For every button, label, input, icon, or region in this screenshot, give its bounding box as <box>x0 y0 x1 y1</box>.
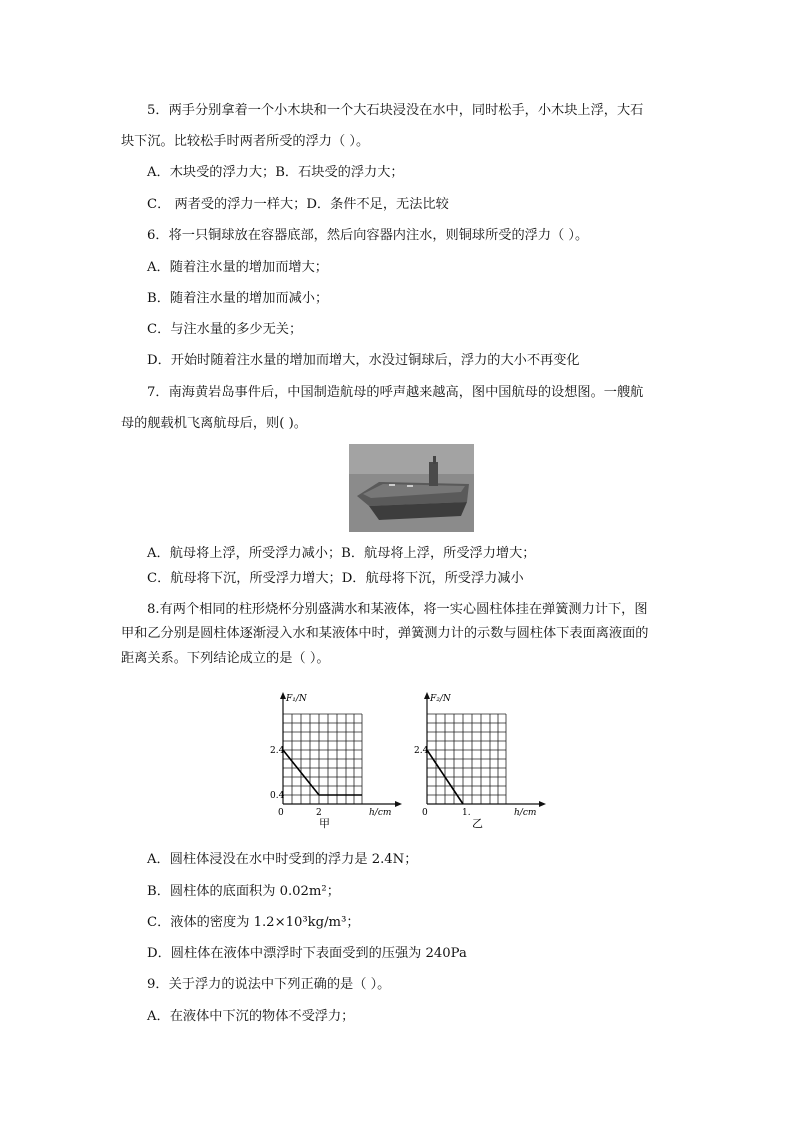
q7-line1: 7．南海黄岩岛事件后，中国制造航母的呼声越来越高，图中国航母的设想图。一艘航 <box>147 385 644 400</box>
q5-options-cd: C． 两者受的浮力一样大；D．条件不足，无法比较 <box>147 197 449 212</box>
x-tick: 2 <box>316 808 322 818</box>
q7-line2: 母的舰载机飞离航母后，则( )。 <box>121 416 307 431</box>
y-tick-low: 0.4 <box>270 791 285 801</box>
q6-option-d: D．开始时随着注水量的增加而增大，水没过铜球后，浮力的大小不再变化 <box>147 353 580 368</box>
x-tick: 1. <box>462 808 471 818</box>
caption-yi: 乙 <box>472 817 483 830</box>
q6-option-c: C．与注水量的多少无关； <box>147 322 303 337</box>
q8-line1: 8.有两个相同的柱形烧杯分别盛满水和某液体，将一实心圆柱体挂在弹簧测力计下，图 <box>147 602 648 617</box>
q7-options-ab: A．航母将上浮，所受浮力减小；B．航母将上浮，所受浮力增大； <box>147 546 536 561</box>
q7-options-cd: C．航母将下沉，所受浮力增大；D．航母将下沉，所受浮力减小 <box>147 571 524 586</box>
aircraft-carrier-image <box>349 444 474 532</box>
y-tick-high: 2.4 <box>414 746 429 756</box>
xlabel: h/cm <box>369 808 392 818</box>
carrier-illustration <box>349 444 474 532</box>
q8-line3: 距离关系。下列结论成立的是（ ）。 <box>121 651 330 666</box>
caption-jia: 甲 <box>319 817 330 830</box>
origin-label: 0 <box>278 808 284 818</box>
q8-option-d: D．圆柱体在液体中漂浮时下表面受到的压强为 240Pa <box>147 946 467 961</box>
q5-line2: 块下沉。比较松手时两者所受的浮力（ ）。 <box>121 134 370 149</box>
xlabel: h/cm <box>514 808 537 818</box>
q9-option-a: A．在液体中下沉的物体不受浮力； <box>147 1009 355 1024</box>
graph-yi <box>414 690 554 830</box>
q9-stem: 9．关于浮力的说法中下列正确的是（ ）。 <box>147 977 391 992</box>
q6-option-b: B．随着注水量的增加而减小； <box>147 291 329 306</box>
y-tick-high: 2.4 <box>270 746 285 756</box>
q8-line2: 甲和乙分别是圆柱体逐渐浸入水和某液体中时，弹簧测力计的示数与圆柱体下表面离液面的 <box>121 626 649 641</box>
origin-label: 0 <box>422 808 428 818</box>
q6-stem: 6．将一只铜球放在容器底部，然后向容器内注水，则铜球所受的浮力（ ）。 <box>147 228 589 243</box>
ylabel: F₂/N <box>430 694 451 704</box>
q8-option-c: C．液体的密度为 1.2×10³kg/m³； <box>147 915 360 930</box>
q5-options-ab: A．木块受的浮力大；B．石块受的浮力大； <box>147 165 404 180</box>
graph-jia-line <box>283 750 362 795</box>
q5-line1: 5．两手分别拿着一个小木块和一个大石块浸没在水中，同时松手，小木块上浮，大石 <box>147 103 644 118</box>
graph-jia <box>270 690 410 830</box>
q6-option-a: A．随着注水量的增加而增大； <box>147 260 328 275</box>
ylabel: F₁/N <box>286 694 307 704</box>
q8-option-b: B．圆柱体的底面积为 0.02m²； <box>147 884 340 899</box>
q8-option-a: A．圆柱体浸没在水中时受到的浮力是 2.4N； <box>147 852 418 867</box>
